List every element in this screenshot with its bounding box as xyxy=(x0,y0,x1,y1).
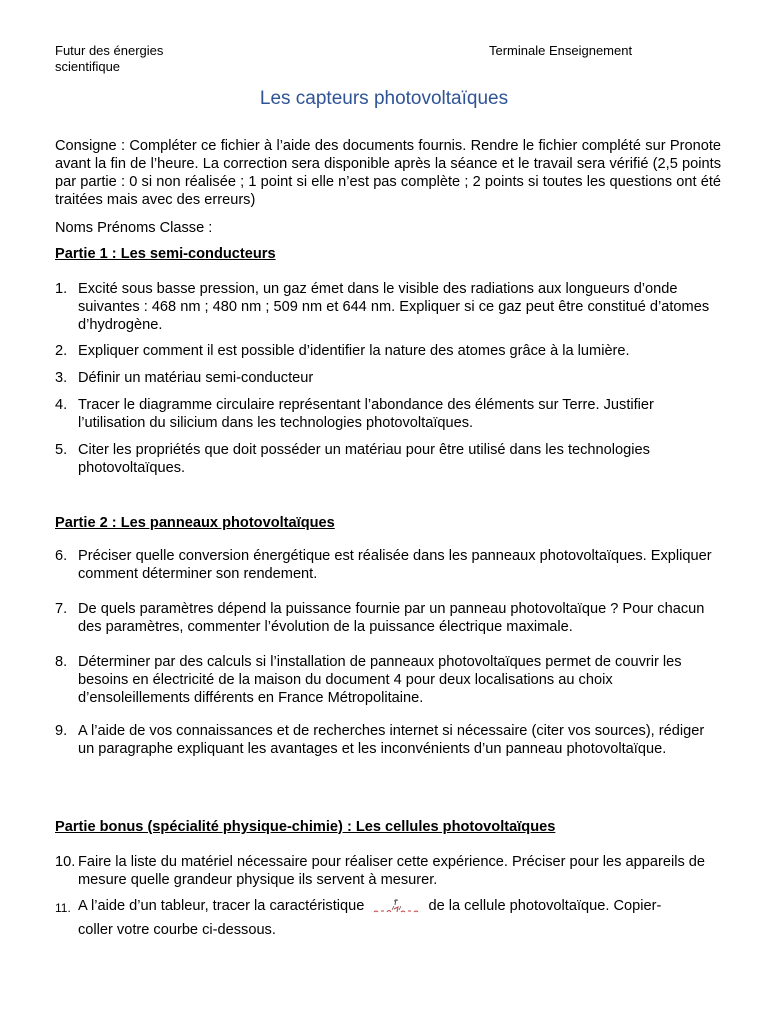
header-right: Terminale Enseignement xyxy=(489,43,633,58)
question-10-text: Faire la liste du matériel nécessaire pour réaliser cette expérience. Préciser pour les appareils de mesure quelle grandeur physique ils servent à mesurer. xyxy=(78,854,706,888)
question-3-number: 3. xyxy=(55,370,68,386)
question-9 xyxy=(55,722,721,758)
question-7 xyxy=(55,600,721,636)
question-7-number: 7. xyxy=(55,601,68,617)
question-1-text: Excité sous basse pression, un gaz émet dans le visible des radiations aux longueurs d’onde suivantes : 468 nm ; 480 nm ; 509 nm et 644 nm. Expliquer si ce gaz peut être constitué d’atomes d’hydrogène. xyxy=(78,281,710,333)
part1-title: Partie 1 : Les semi-conducteurs xyxy=(55,246,276,262)
question-8-number: 8. xyxy=(55,654,68,670)
part2-title: Partie 2 : Les panneaux photovoltaïques xyxy=(55,515,335,531)
question-5-text: Citer les propriétés que doit posséder un matériau pour être utilisé dans les technologies photovoltaïques. xyxy=(78,442,650,476)
question-9-number: 9. xyxy=(55,723,68,739)
question-6-text: Préciser quelle conversion énergétique est réalisée dans les panneaux photovoltaïques. Expliquer comment déterminer son rendement. xyxy=(78,548,712,582)
question-3-text: Définir un matériau semi-conducteur xyxy=(78,370,314,386)
names-line: Noms Prénoms Classe : xyxy=(55,220,213,236)
question-4-text: Tracer le diagramme circulaire représentant l’abondance des éléments sur Terre. Justifier l’utilisation du silicium dans les technologies photovoltaïques. xyxy=(78,397,654,431)
header-left-line1: Futur des énergies xyxy=(55,43,164,58)
question-11-text xyxy=(78,897,721,939)
question-2-text: Expliquer comment il est possible d’identifier la nature des atomes grâce à la lumière. xyxy=(78,343,630,359)
question-1-number: 1. xyxy=(55,281,68,297)
header-left xyxy=(55,43,255,75)
question-2 xyxy=(55,342,721,360)
question-8-text: Déterminer par des calculs si l’installation de panneaux photovoltaïques permet de couvrir les besoins en électricité de la maison du document 4 pour deux localisations au choix d’ensoleillements différents en France Métropolitaine. xyxy=(78,654,682,706)
question-9-text: A l’aide de vos connaissances et de recherches internet si nécessaire (citer vos sources), rédiger un paragraphe expliquant les avantages et les inconvénients d’un panneau photovoltaïque. xyxy=(78,723,705,757)
question-8 xyxy=(55,653,721,707)
characteristic-formula-image xyxy=(368,897,424,915)
header-left-line2: scientifique xyxy=(55,59,121,74)
question-11-text-before: A l’aide d’un tableur, tracer la caractéristique xyxy=(78,898,365,914)
question-1 xyxy=(55,280,721,334)
question-11-number: 11. xyxy=(55,901,71,915)
question-10 xyxy=(55,853,721,889)
document-body xyxy=(55,137,721,939)
page-title: Les capteurs photovoltaïques xyxy=(259,88,509,109)
question-3 xyxy=(55,369,721,387)
question-7-text: De quels paramètres dépend la puissance fournie par un panneau photovoltaïque ? Pour chacun des paramètres, commenter l’évolution de la puissance électrique maximale. xyxy=(78,601,705,635)
question-11-text-after: de la cellule photovoltaïque. Copier- xyxy=(428,898,662,914)
question-5 xyxy=(55,441,721,477)
question-4-number: 4. xyxy=(55,397,68,413)
question-5-number: 5. xyxy=(55,442,68,458)
question-11-text-line2: coller votre courbe ci-dessous. xyxy=(78,922,276,939)
question-10-number: 10. xyxy=(55,854,76,870)
question-6 xyxy=(55,547,721,583)
question-2-number: 2. xyxy=(55,343,68,359)
question-6-number: 6. xyxy=(55,548,68,564)
bonus-title: Partie bonus (spécialité physique-chimie) : Les cellules photovoltaïques xyxy=(55,819,556,835)
consigne-paragraph: Consigne : Compléter ce fichier à l’aide des documents fournis. Rendre le fichier complété sur Pronote avant la fin de l’heure. La correction sera disponible après la séance et le travail sera vérifié (2,5 points par partie : 0 si non réalisée ; 1 point si elle n’est pas complète ; 2 points si toutes les questions ont été traitées mais avec des erreurs) xyxy=(55,138,721,208)
question-11 xyxy=(55,897,721,939)
question-4 xyxy=(55,396,721,432)
